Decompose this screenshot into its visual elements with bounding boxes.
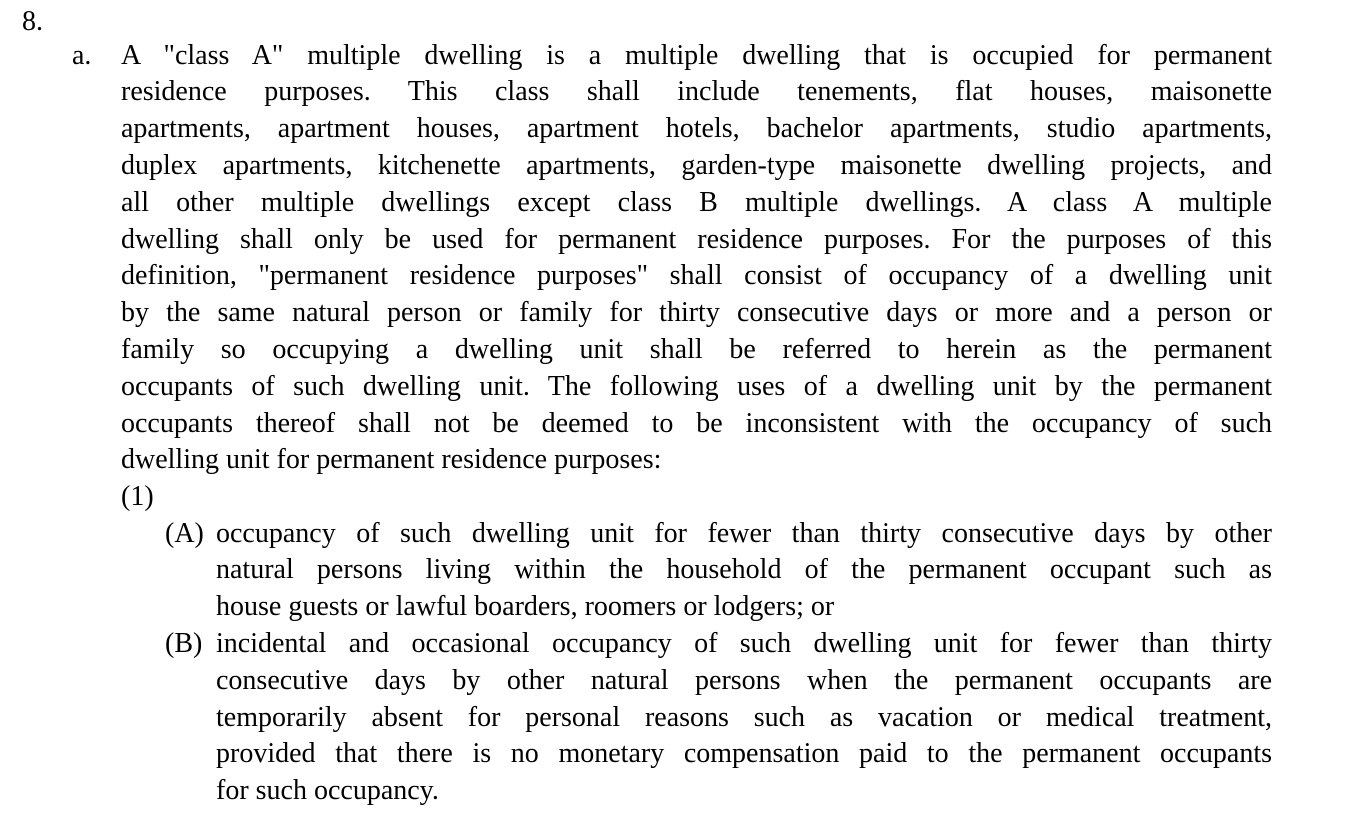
text-line: temporarily absent for personal reasons such as vacation or medical treatment, [216,701,1272,733]
text-line: family so occupying a dwelling unit shall be referred to herein as the permanent [121,333,1272,365]
text-line: duplex apartments, kitchenette apartments, garden-type maisonette dwelling projects, and [121,149,1272,181]
text-line: dwelling unit for permanent residence purposes: [121,444,662,476]
text-line: for such occupancy. [216,775,439,807]
paragraph-a-text [121,38,1272,480]
text-line: house guests or lawful boarders, roomers or lodgers; or [216,591,835,623]
clause-b-text [216,626,1272,810]
text-line: residence purposes. This class shall include tenements, flat houses, maisonette [121,76,1272,108]
text-line: A "class A" multiple dwelling is a multiple dwelling that is occupied for permanent [121,39,1272,71]
text-line: natural persons living within the household of the permanent occupant such as [216,554,1272,586]
text-line: occupants thereof shall not be deemed to be inconsistent with the occupancy of such [121,407,1272,439]
text-line: provided that there is no monetary compensation paid to the permanent occupants [216,738,1272,770]
subsection-1-label: (1) [121,480,154,512]
clause-a-text [216,516,1272,626]
text-line: incidental and occasional occupancy of such dwelling unit for fewer than thirty [216,628,1272,659]
text-line: occupancy of such dwelling unit for fewer than thirty consecutive days by other [216,517,1272,549]
text-line: dwelling shall only be used for permanent residence purposes. For the purposes of this [121,223,1272,255]
text-line: by the same natural person or family for thirty consecutive days or more and a person or [121,297,1272,329]
clause-b-label: (B) [165,628,203,659]
clause-a-label: (A) [165,517,204,549]
text-line: occupants of such dwelling unit. The following uses of a dwelling unit by the permanent [121,370,1272,402]
text-line: all other multiple dwellings except class B multiple dwellings. A class A multiple [121,186,1272,218]
paragraph-a-label: a. [72,39,92,71]
text-line: consecutive days by other natural persons when the permanent occupants are [216,664,1272,696]
section-number: 8. [22,5,43,37]
text-line: definition, "permanent residence purposes" shall consist of occupancy of a dwelling unit [121,260,1272,292]
text-line: apartments, apartment houses, apartment hotels, bachelor apartments, studio apartments, [121,113,1272,145]
